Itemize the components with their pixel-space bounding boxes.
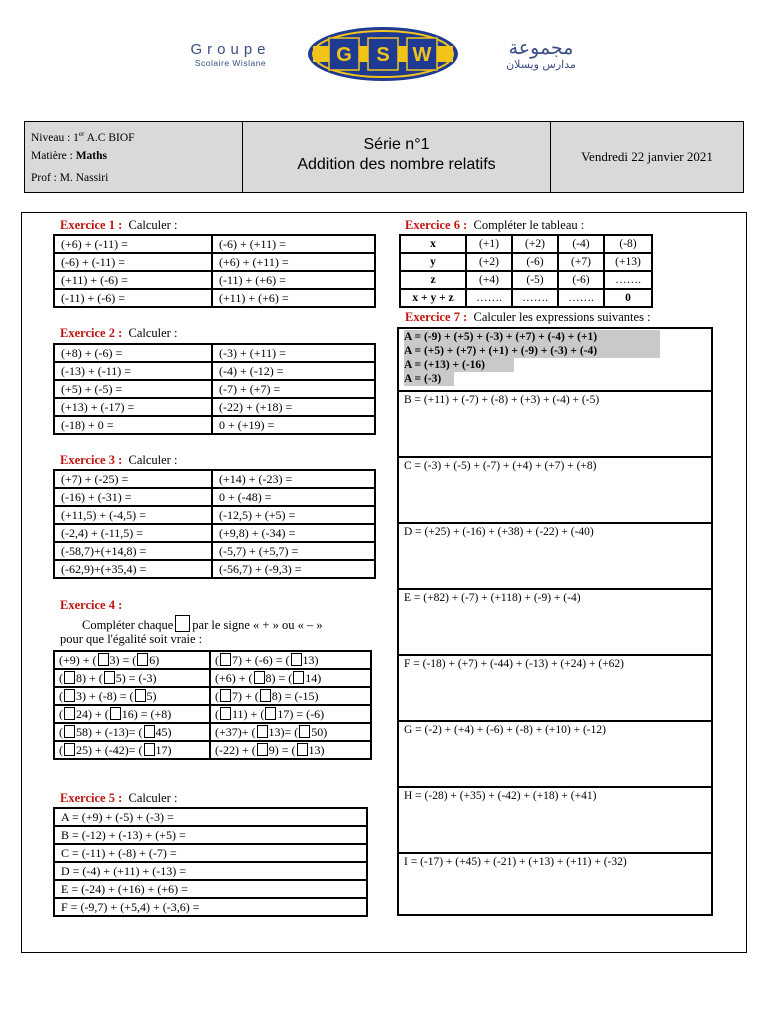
expression-cell: (-56,7) + (-9,3) = — [212, 560, 375, 578]
table-row — [54, 488, 375, 506]
equation-part: 24) + ( — [76, 706, 109, 721]
expression-cell: (+11) + (+6) = — [212, 289, 375, 307]
logo-arabic-text — [476, 38, 606, 71]
equation-part: 17) = (-6) — [277, 706, 325, 721]
sign-input-box[interactable] — [110, 707, 121, 720]
matiere-line — [31, 147, 242, 169]
value-cell: (-4) — [558, 235, 604, 253]
table-row — [54, 235, 375, 253]
sign-input-box[interactable] — [257, 743, 268, 756]
equation-part: 5) — [146, 688, 157, 703]
equation-part: ( — [215, 706, 219, 721]
equation-part: 6) — [149, 652, 160, 667]
serie-title: Série n°1 — [363, 136, 430, 153]
logo-latin-text — [168, 42, 293, 68]
value-cell: (-8) — [604, 235, 652, 253]
table-row — [400, 271, 652, 289]
sign-input-box[interactable] — [64, 743, 75, 756]
equation-part: 8) = ( — [265, 670, 293, 685]
table-row — [54, 470, 375, 488]
table-row — [54, 506, 375, 524]
expression-cell: (+6) + (-11) = — [54, 235, 212, 253]
equation-part: 13)= ( — [268, 724, 299, 739]
prof-line: Prof : M. Nassiri — [31, 172, 109, 184]
expression-cell: (-16) + (-31) = — [54, 488, 212, 506]
expression-label: F = (-18) + (+7) + (-44) + (-13) + (+24) + (+62) — [404, 658, 624, 670]
equation-part: 17) — [155, 742, 172, 757]
equation-part: 3) + (-8) = ( — [76, 688, 134, 703]
expression-cell: (-22) + (+18) = — [212, 398, 375, 416]
expression-cell: (-62,9)+(+35,4) = — [54, 560, 212, 578]
expression-cell: (-7) + (+7) = — [212, 380, 375, 398]
equation-part: 45) — [155, 724, 172, 739]
table-row — [54, 524, 375, 542]
ex7-label: Exercice 7 : — [405, 310, 468, 324]
expression-answer-row[interactable] — [399, 590, 711, 656]
value-cell: (+13) — [604, 253, 652, 271]
expression-label: D = (+25) + (-16) + (+38) + (-22) + (-40) — [404, 526, 594, 538]
equation-part: 13) — [308, 742, 325, 757]
table-row — [54, 844, 367, 862]
row-header-cell: x + y + z — [400, 289, 466, 307]
expression-cell: (+14) + (-23) = — [212, 470, 375, 488]
expression-cell: C = (-11) + (-8) + (-7) = — [54, 844, 367, 862]
expression-cell: (+13) + (-17) = — [54, 398, 212, 416]
equation-part: 50) — [311, 724, 328, 739]
ex5-title — [60, 791, 177, 806]
ex6-instruction: Compléter le tableau : — [473, 218, 585, 232]
banner-details — [25, 122, 243, 192]
ex1-title — [60, 218, 177, 233]
expression-cell: (-4) + (-12) = — [212, 362, 375, 380]
info-banner — [24, 121, 744, 193]
logo-groupe: Groupe — [190, 41, 271, 58]
ex4-instruction-1 — [82, 615, 323, 633]
sign-input-box[interactable] — [299, 725, 310, 738]
expression-cell: (-5,7) + (+5,7) = — [212, 542, 375, 560]
niveau-label: Niveau : — [31, 131, 74, 144]
equation-part: 25) + (-42)= ( — [76, 742, 143, 757]
niveau-number: 1 — [73, 131, 79, 144]
row-header-cell: y — [400, 253, 466, 271]
ex2-instruction: Calculer : — [128, 326, 178, 340]
matiere-value: Maths — [75, 150, 108, 162]
value-cell: ……. — [466, 289, 512, 307]
expression-label: G = (-2) + (+4) + (-6) + (-8) + (+10) + (-12) — [404, 724, 606, 736]
equation-part: ( — [215, 688, 219, 703]
ex1-instruction: Calculer : — [128, 218, 178, 232]
expression-cell: A = (+9) + (-5) + (-3) = — [54, 808, 367, 826]
ex3-instruction: Calculer : — [128, 453, 178, 467]
ex3-table — [53, 469, 376, 579]
expression-cell: 0 + (+19) = — [212, 416, 375, 434]
table-row — [54, 723, 371, 741]
sign-equation-cell — [210, 723, 371, 741]
value-cell: (-5) — [512, 271, 558, 289]
expression-cell: (-6) + (-11) = — [54, 253, 212, 271]
expression-cell: (+11,5) + (-4,5) = — [54, 506, 212, 524]
equation-part: ( — [215, 652, 219, 667]
sign-input-box[interactable] — [220, 653, 231, 666]
matiere-label: Matière : — [31, 150, 76, 162]
equation-part: 5) = (-3) — [115, 670, 157, 685]
expression-cell: (-18) + 0 = — [54, 416, 212, 434]
sign-input-box[interactable] — [64, 671, 75, 684]
table-row — [54, 741, 371, 759]
ex4-title — [60, 598, 122, 613]
equation-part: (+9) + ( — [59, 652, 97, 667]
ex7-example-line-4: A = (-3) — [404, 372, 454, 386]
sign-input-box[interactable] — [220, 707, 231, 720]
expression-label: E = (+82) + (-7) + (+118) + (-9) + (-4) — [404, 592, 581, 604]
ex1-table — [53, 234, 376, 308]
expression-cell: (-2,4) + (-11,5) = — [54, 524, 212, 542]
ex2-table — [53, 343, 376, 435]
banner-date: Vendredi 22 janvier 2021 — [581, 149, 713, 164]
expression-cell: (+11) + (-6) = — [54, 271, 212, 289]
ex7-table — [397, 327, 713, 916]
ex7-example-line-3: A = (+13) + (-16) — [404, 358, 514, 372]
sign-equation-cell — [210, 669, 371, 687]
table-row — [54, 380, 375, 398]
expression-cell: (-11) + (-6) = — [54, 289, 212, 307]
sign-input-box[interactable] — [144, 725, 155, 738]
subject-title: Addition des nombre relatifs — [297, 156, 496, 173]
blank-box-icon — [175, 615, 190, 632]
equation-part: 3) = ( — [109, 652, 137, 667]
table-row — [54, 416, 375, 434]
expression-cell: (+6) + (+11) = — [212, 253, 375, 271]
sign-equation-cell — [54, 687, 210, 705]
table-row — [54, 898, 367, 916]
expression-cell: (+7) + (-25) = — [54, 470, 212, 488]
equation-part: ( — [59, 742, 63, 757]
logo-letter-w: W — [412, 44, 432, 66]
expression-cell: (-11) + (+6) = — [212, 271, 375, 289]
value-cell: (+2) — [466, 253, 512, 271]
expression-cell: 0 + (-48) = — [212, 488, 375, 506]
niveau-line — [31, 125, 242, 147]
sign-input-box[interactable] — [144, 743, 155, 756]
ex2-title — [60, 326, 177, 341]
equation-part: 9) = ( — [268, 742, 296, 757]
sign-equation-cell — [210, 741, 371, 759]
table-row — [54, 705, 371, 723]
logo-scolaire: Scolaire Wislane — [194, 58, 267, 68]
equation-part: 7) + (-6) = ( — [232, 652, 290, 667]
sign-equation-cell — [54, 741, 210, 759]
expression-label: I = (-17) + (+45) + (-21) + (+13) + (+11) + (-32) — [404, 856, 627, 868]
ex4-table — [53, 650, 372, 760]
sign-equation-cell — [54, 705, 210, 723]
table-row — [400, 235, 652, 253]
sign-input-box[interactable] — [293, 671, 304, 684]
row-header-cell: z — [400, 271, 466, 289]
sign-input-box[interactable] — [254, 671, 265, 684]
table-row — [54, 880, 367, 898]
equation-part: 8) + ( — [76, 670, 103, 685]
value-cell: ……. — [558, 289, 604, 307]
equation-part: ( — [59, 670, 63, 685]
row-header-cell: x — [400, 235, 466, 253]
sign-input-box[interactable] — [64, 689, 75, 702]
ex6-title — [405, 218, 584, 233]
sign-equation-cell — [54, 669, 210, 687]
ex7-example-line-1: A = (-9) + (+5) + (-3) + (+7) + (-4) + (+1) — [404, 330, 660, 344]
expression-cell: B = (-12) + (-13) + (+5) = — [54, 826, 367, 844]
sign-input-box[interactable] — [291, 653, 302, 666]
expression-label: B = (+11) + (-7) + (-8) + (+3) + (-4) + (-5) — [404, 394, 600, 406]
sign-input-box[interactable] — [137, 653, 148, 666]
logo-arabic-1: مجموعة — [508, 37, 574, 59]
banner-title — [243, 122, 551, 192]
equation-part: ( — [59, 724, 63, 739]
expression-cell: (-3) + (+11) = — [212, 344, 375, 362]
ex4-instr-b: par le signe « + » ou « – » — [192, 618, 323, 632]
expression-answer-row[interactable] — [399, 458, 711, 524]
table-row — [54, 344, 375, 362]
gsw-emblem-icon — [307, 26, 459, 82]
expression-cell: (-6) + (+11) = — [212, 235, 375, 253]
sign-equation-cell — [210, 651, 371, 669]
equation-part: 8) = (-15) — [271, 688, 319, 703]
ex7-instruction: Calculer les expressions suivantes : — [473, 310, 651, 324]
ex7-title — [405, 310, 651, 325]
table-row — [54, 271, 375, 289]
ex3-label: Exercice 3 : — [60, 453, 123, 467]
sign-input-box[interactable] — [297, 743, 308, 756]
expression-cell: (+5) + (-5) = — [54, 380, 212, 398]
equation-part: ( — [59, 706, 63, 721]
table-row — [400, 253, 652, 271]
expression-cell: (+9,8) + (-34) = — [212, 524, 375, 542]
expression-cell: D = (-4) + (+11) + (-13) = — [54, 862, 367, 880]
table-row — [54, 362, 375, 380]
ex6-label: Exercice 6 : — [405, 218, 468, 232]
expression-cell: (-13) + (-11) = — [54, 362, 212, 380]
equation-part: 7) + ( — [232, 688, 259, 703]
table-row — [54, 542, 375, 560]
school-logo — [0, 22, 768, 92]
sign-input-box[interactable] — [220, 689, 231, 702]
ex5-table — [53, 807, 368, 917]
ex4-label: Exercice 4 : — [60, 598, 123, 612]
equation-part: (+37)+ ( — [215, 724, 256, 739]
expression-label: C = (-3) + (-5) + (-7) + (+4) + (+7) + (+8) — [404, 460, 597, 472]
ex4-instruction-2: pour que l'égalité soit vraie : — [60, 632, 203, 646]
logo-arabic-2: مدارس ويسلان — [506, 58, 576, 71]
table-row — [54, 826, 367, 844]
equation-part: (+6) + ( — [215, 670, 253, 685]
equation-part: 14) — [305, 670, 322, 685]
value-cell: (-6) — [558, 271, 604, 289]
sign-input-box[interactable] — [135, 689, 146, 702]
value-cell: 0 — [604, 289, 652, 307]
expression-answer-row[interactable] — [399, 854, 711, 914]
sign-equation-cell — [210, 705, 371, 723]
expression-answer-row[interactable] — [399, 524, 711, 590]
ex6-table — [399, 234, 653, 308]
sign-input-box[interactable] — [98, 653, 109, 666]
expression-answer-row[interactable] — [399, 788, 711, 854]
table-row — [54, 560, 375, 578]
ex1-label: Exercice 1 : — [60, 218, 123, 232]
table-row — [54, 687, 371, 705]
ex3-title — [60, 453, 177, 468]
ex7-example-line-2: A = (+5) + (+7) + (+1) + (-9) + (-3) + (-4) — [404, 344, 660, 358]
equation-part: 13) — [302, 652, 319, 667]
ex5-label: Exercice 5 : — [60, 791, 123, 805]
logo-letter-s: S — [376, 44, 390, 66]
value-cell: (+7) — [558, 253, 604, 271]
value-cell: ……. — [512, 289, 558, 307]
sign-equation-cell — [54, 651, 210, 669]
table-row — [54, 862, 367, 880]
ex5-instruction: Calculer : — [128, 791, 178, 805]
table-row — [54, 669, 371, 687]
sign-input-box[interactable] — [257, 725, 268, 738]
ex2-label: Exercice 2 : — [60, 326, 123, 340]
table-row — [54, 808, 367, 826]
table-row — [54, 651, 371, 669]
expression-cell: F = (-9,7) + (+5,4) + (-3,6) = — [54, 898, 367, 916]
table-row — [54, 253, 375, 271]
expression-cell: (+8) + (-6) = — [54, 344, 212, 362]
expression-cell: E = (-24) + (+16) + (+6) = — [54, 880, 367, 898]
value-cell: (+2) — [512, 235, 558, 253]
equation-part: ( — [59, 688, 63, 703]
value-cell: (+4) — [466, 271, 512, 289]
ex7-example-row — [399, 329, 711, 392]
ex4-instr-a: Compléter chaque — [82, 618, 174, 632]
sign-input-box[interactable] — [265, 707, 276, 720]
equation-part: 11) + ( — [232, 706, 265, 721]
niveau-value: A.C BIOF — [84, 131, 135, 144]
niveau-sup: er — [78, 130, 85, 138]
expression-answer-row[interactable] — [399, 656, 711, 722]
expression-answer-row[interactable] — [399, 392, 711, 458]
equation-part: 16) = (+8) — [121, 706, 172, 721]
expression-cell: (-58,7)+(+14,8) = — [54, 542, 212, 560]
expression-answer-row[interactable] — [399, 722, 711, 788]
sign-equation-cell — [210, 687, 371, 705]
sign-input-box[interactable] — [64, 707, 75, 720]
table-row — [54, 398, 375, 416]
table-row — [400, 289, 652, 307]
value-cell: (+1) — [466, 235, 512, 253]
value-cell: ……. — [604, 271, 652, 289]
equation-part: (-22) + ( — [215, 742, 256, 757]
sign-equation-cell — [54, 723, 210, 741]
expression-cell: (-12,5) + (+5) = — [212, 506, 375, 524]
table-row — [54, 289, 375, 307]
logo-letter-g: G — [336, 44, 352, 66]
sign-input-box[interactable] — [260, 689, 271, 702]
sign-input-box[interactable] — [64, 725, 75, 738]
equation-part: 58) + (-13)= ( — [76, 724, 143, 739]
value-cell: (-6) — [512, 253, 558, 271]
sign-input-box[interactable] — [104, 671, 115, 684]
expression-label: H = (-28) + (+35) + (-42) + (+18) + (+41) — [404, 790, 597, 802]
